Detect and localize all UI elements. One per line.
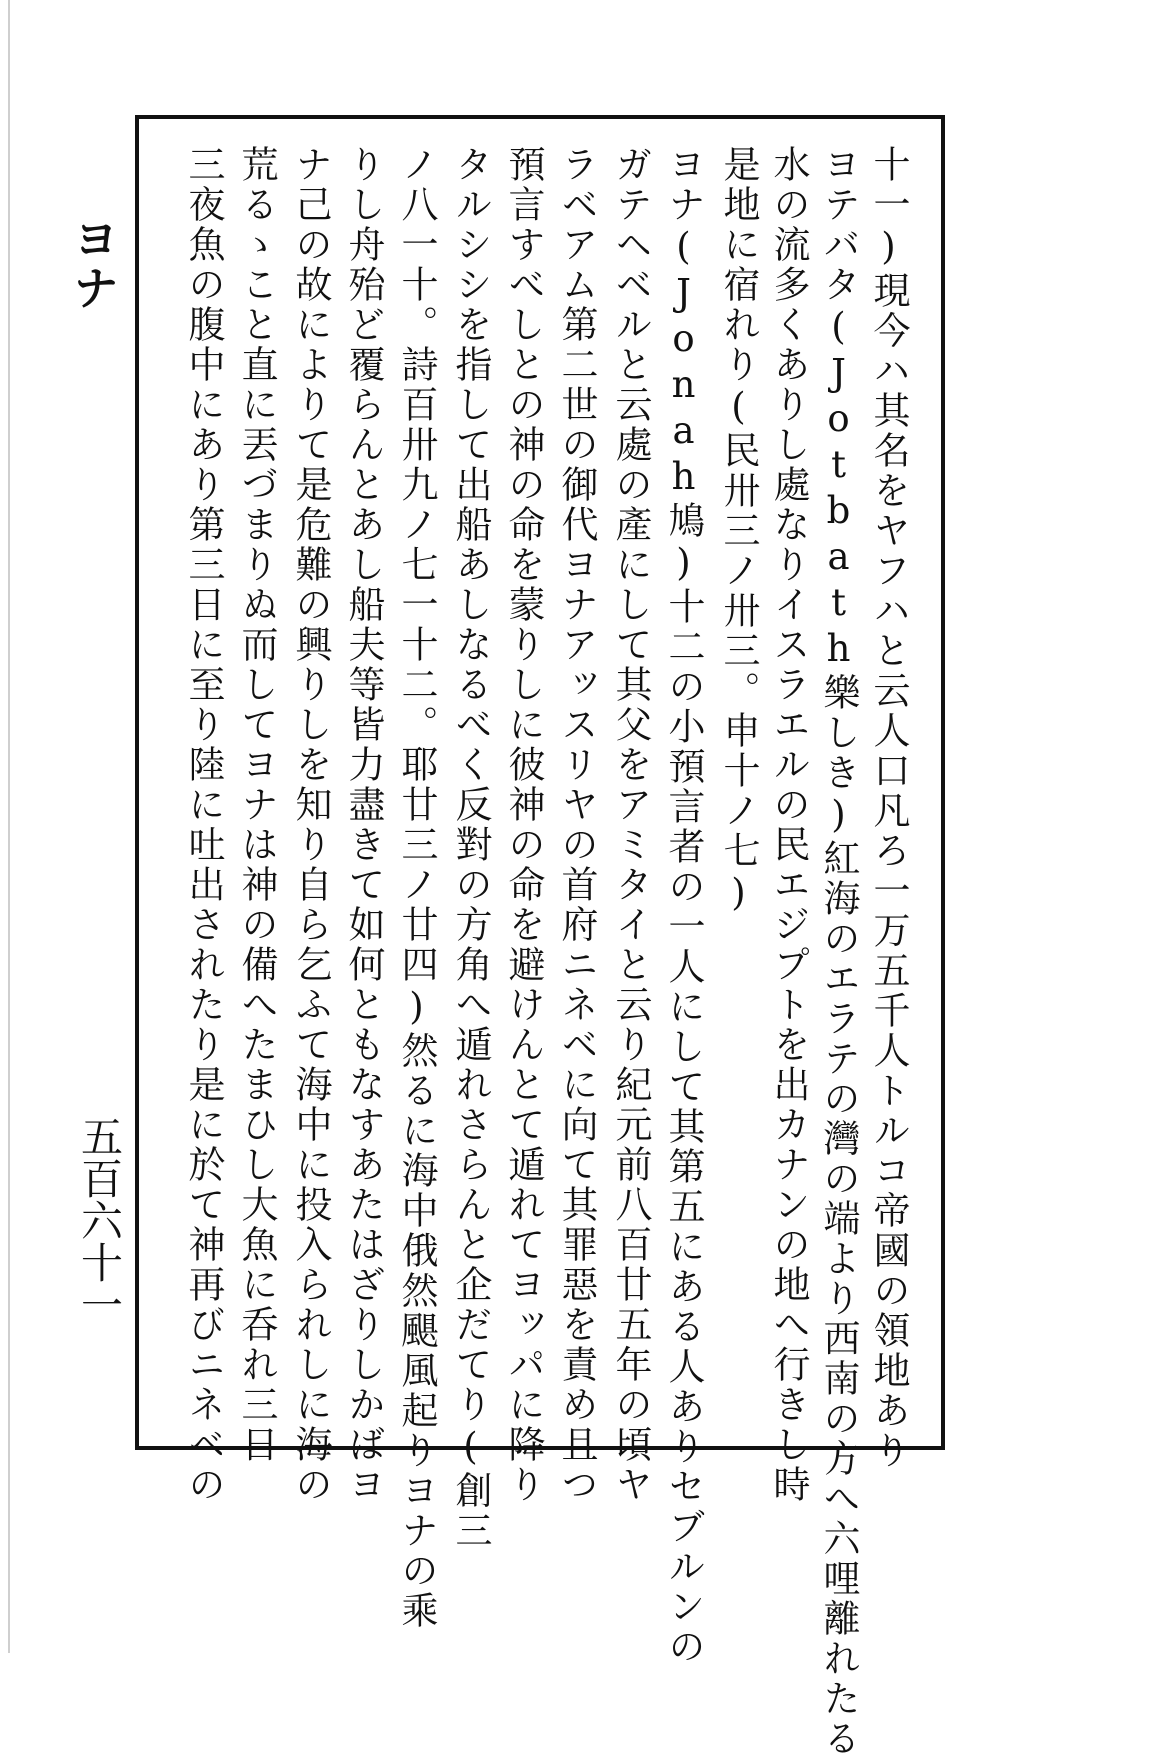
text-column: 荒るゝこと直に丟づまりぬ而してヨナは神の備へたまひし大魚に呑れ三日 [235,145,278,1465]
text-column: ガテヘベルと云處の產にして其父をアミタイと云り紀元前八百廿五年の頃ヤ [609,145,652,1505]
text-column: ラベアム第二世の御代ヨナアッスリヤの首府ニネベに向て其罪惡を責め且つ [555,145,598,1505]
page-number: 五百六十一 [75,1115,124,1325]
text-column: ヨナ(Jonah鳩)十二の小預言者の一人にして其第五にある人ありセブルンの [662,145,705,1667]
running-head: ヨナ [66,215,120,313]
text-column: 預言すべしとの神の命を蒙りしに彼神の命を避けんとて遁れてヨッパに降り [502,145,545,1505]
page-edge [0,0,10,1653]
text-column: タルシシを指して出船あしなるべく反對の方角へ遁れさらんと企だてり(創三 [449,145,492,1551]
text-column: 三夜魚の腹中にあり第三日に至り陸に吐出されたり是に於て神再びニネベの [182,145,225,1505]
text-column: ノ八一十。詩百卅九ノ七一十二。耶廿三ノ廿四)然るに海中俄然颶風起りヨナの乘 [395,145,438,1631]
text-column: ナ己の故によりて是危難の興りしを知り自ら乞ふて海中に投入られしに海の [289,145,332,1505]
text-column: りし舟殆ど覆らんとあし船夫等皆力盡きて如何ともなすあたはざりしかばヨ [342,145,385,1505]
text-column: ヨテバタ(Jotbath樂しき)紅海のエラテの灣の端より西南の方へ六哩離れたる [817,145,860,1759]
text-column: 是地に宿れり(民卅三ノ卅三。申十ノ七) [717,145,760,917]
text-column: 十一)現今ハ其名をヤフハと云人口凡ろ一万五千人トルコ帝國の領地あり [867,145,910,1471]
text-column: 水の流多くありし處なりイスラエルの民エジプトを出カナンの地へ行きし時 [767,145,810,1505]
